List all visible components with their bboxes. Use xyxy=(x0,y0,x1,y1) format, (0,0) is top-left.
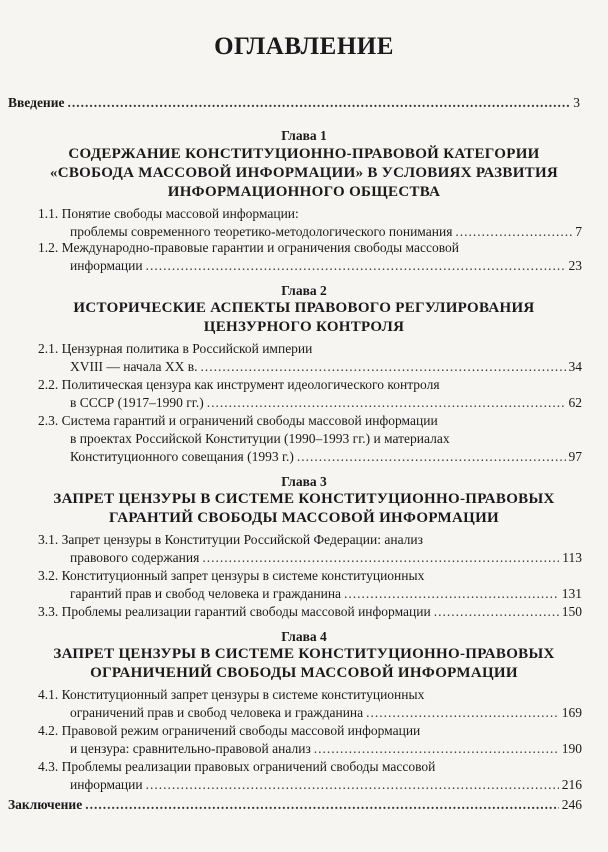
leader-dots xyxy=(85,796,559,814)
toc-page-number: 23 xyxy=(568,258,582,273)
chapter-4-heading: Глава 4 xyxy=(281,629,327,644)
chapter-2-heading: Глава 2 xyxy=(281,283,327,298)
toc-entry-label: 3.3. Проблемы реализации гарантий свободы массовой информации xyxy=(38,604,431,619)
toc-page-number: 113 xyxy=(562,550,582,565)
chapter-1-title-line: «СВОБОДА МАССОВОЙ ИНФОРМАЦИИ» В УСЛОВИЯХ РАЗВИТИЯ xyxy=(49,165,559,181)
toc-page-number: 216 xyxy=(561,777,582,792)
toc-entry-4-3 xyxy=(70,776,582,794)
chapter-1-title-line: ИНФОРМАЦИОННОГО ОБЩЕСТВА xyxy=(167,184,441,200)
leader-dots xyxy=(146,776,559,794)
toc-entry-conclusion xyxy=(8,796,582,814)
chapter-1-heading: Глава 1 xyxy=(281,128,327,143)
chapter-2-title-line: ИСТОРИЧЕСКИЕ АСПЕКТЫ ПРАВОВОГО РЕГУЛИРОВАНИЯ xyxy=(73,300,535,316)
leader-dots xyxy=(434,603,559,621)
toc-entry-label: Заключение xyxy=(8,797,83,812)
leader-dots xyxy=(146,257,566,275)
leader-dots xyxy=(314,740,559,758)
toc-entry-label: проблемы современного теоретико-методологического понимания xyxy=(70,224,453,239)
toc-entry-label: информации xyxy=(70,258,143,273)
toc-entry-2-3-line: 2.3. Система гарантий и ограничений свободы массовой информации xyxy=(38,413,438,428)
toc-entry-2-3 xyxy=(70,448,582,466)
leader-dots xyxy=(67,94,570,112)
leader-dots xyxy=(202,549,559,567)
toc-entry-2-1 xyxy=(70,358,582,376)
leader-dots xyxy=(455,223,572,241)
toc-page-number: 62 xyxy=(568,395,582,410)
toc-page-number: 7 xyxy=(575,224,582,239)
toc-entry-2-1-line: 2.1. Цензурная политика в Российской империи xyxy=(38,341,313,356)
toc-entry-label: ограничений прав и свобод человека и гражданина xyxy=(70,705,364,720)
leader-dots xyxy=(344,585,559,603)
toc-entry-3-1 xyxy=(70,549,582,567)
leader-dots xyxy=(297,448,566,466)
chapter-3-title-line: ГАРАНТИЙ СВОБОДЫ МАССОВОЙ ИНФОРМАЦИИ xyxy=(108,510,500,526)
toc-entry-label: XVIII — начала XX в. xyxy=(70,359,198,374)
toc-entry-label: правового содержания xyxy=(70,550,200,565)
toc-entry-3-2 xyxy=(70,585,582,603)
toc-entry-intro xyxy=(8,94,580,112)
toc-page-number: 190 xyxy=(561,741,582,756)
toc-page-number: 150 xyxy=(561,604,582,619)
toc-entry-label: Конституционного совещания (1993 г.) xyxy=(70,449,294,464)
toc-entry-1-2-line: 1.2. Международно-правовые гарантии и ограничения свободы массовой xyxy=(38,240,459,255)
chapter-3-title-line: ЗАПРЕТ ЦЕНЗУРЫ В СИСТЕМЕ КОНСТИТУЦИОННО-ПРАВОВЫХ xyxy=(53,491,555,507)
toc-page-number: 3 xyxy=(573,95,580,110)
toc-page-number: 34 xyxy=(568,359,582,374)
toc-page-number: 169 xyxy=(561,705,582,720)
chapter-4-title-line: ЗАПРЕТ ЦЕНЗУРЫ В СИСТЕМЕ КОНСТИТУЦИОННО-ПРАВОВЫХ xyxy=(53,646,555,662)
chapter-1-title-line: СОДЕРЖАНИЕ КОНСТИТУЦИОННО-ПРАВОВОЙ КАТЕГОРИИ xyxy=(68,146,540,162)
leader-dots xyxy=(207,394,566,412)
page-title: ОГЛАВЛЕНИЕ xyxy=(214,33,394,60)
toc-entry-1-2 xyxy=(70,257,582,275)
toc-page-number: 131 xyxy=(561,586,582,601)
toc-entry-4-1 xyxy=(70,704,582,722)
toc-entry-2-2-line: 2.2. Политическая цензура как инструмент идеологического контроля xyxy=(38,377,440,392)
leader-dots xyxy=(201,358,566,376)
leader-dots xyxy=(366,704,559,722)
toc-entry-label: Введение xyxy=(8,95,65,110)
toc-entry-4-3-line: 4.3. Проблемы реализации правовых ограничений свободы массовой xyxy=(38,759,436,774)
toc-entry-label: и цензура: сравнительно-правовой анализ xyxy=(70,741,311,756)
toc-entry-label: гарантий прав и свобод человека и гражданина xyxy=(70,586,342,601)
toc-entry-1-1-line: 1.1. Понятие свободы массовой информации: xyxy=(38,206,299,221)
chapter-4-title-line: ОГРАНИЧЕНИЙ СВОБОДЫ МАССОВОЙ ИНФОРМАЦИИ xyxy=(90,665,518,681)
toc-entry-4-2-line: 4.2. Правовой режим ограничений свободы массовой информации xyxy=(38,723,421,738)
toc-entry-2-2 xyxy=(70,394,582,412)
toc-entry-label: в СССР (1917–1990 гг.) xyxy=(70,395,204,410)
toc-entry-4-2 xyxy=(70,740,582,758)
toc-page-number: 246 xyxy=(561,797,582,812)
chapter-3-heading: Глава 3 xyxy=(281,474,327,489)
toc-entry-3-2-line: 3.2. Конституционный запрет цензуры в системе конституционных xyxy=(38,568,425,583)
toc-entry-3-1-line: 3.1. Запрет цензуры в Конституции Российской Федерации: анализ xyxy=(38,532,423,547)
toc-entry-2-3-line: в проектах Российской Конституции (1990–1993 гг.) и материалах xyxy=(70,431,450,446)
chapter-2-title-line: ЦЕНЗУРНОГО КОНТРОЛЯ xyxy=(203,319,405,335)
toc-page-number: 97 xyxy=(568,449,582,464)
toc-entry-label: информации xyxy=(70,777,143,792)
toc-entry-3-3 xyxy=(38,603,582,621)
toc-entry-4-1-line: 4.1. Конституционный запрет цензуры в системе конституционных xyxy=(38,687,425,702)
